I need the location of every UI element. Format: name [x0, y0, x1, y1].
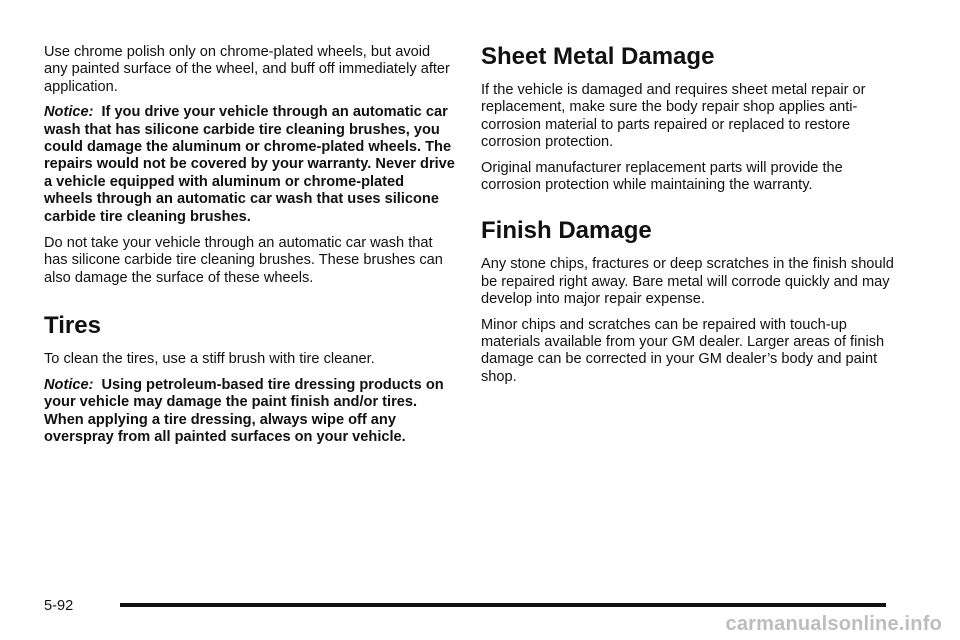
left-column [44, 44, 456, 455]
notice-car-wash [44, 104, 456, 226]
tires-heading: Tires [44, 312, 101, 340]
notice-label: Notice: [44, 376, 94, 393]
intro-paragraph: Use chrome polish only on chrome-plated wheels, but avoid any painted surface of the wheel, and buff off immediately after application. [44, 44, 450, 95]
notice-label: Notice: [44, 104, 94, 121]
sheet-metal-heading: Sheet Metal Damage [481, 43, 715, 70]
finish-paragraph: Any stone chips, fractures or deep scratches in the finish should be repaired right away. Bare metal will corrode quickly and may develop into major repair expense. [481, 256, 894, 308]
watermark: carmanualsonline.info [725, 613, 942, 635]
car-wash-paragraph: Do not take your vehicle through an automatic car wash that has silicone carbide tire cleaning brushes. These brushes can also damage the surface of these wheels. [44, 235, 443, 286]
finish-heading: Finish Damage [481, 217, 652, 245]
page-number: 5-92 [44, 598, 74, 614]
footer-rule [120, 603, 886, 607]
sheet-metal-paragraph: Original manufacturer replacement parts will provide the corrosion protection while maintaining the warranty. [481, 159, 843, 194]
notice-text: Using petroleum-based tire dressing products on your vehicle may damage the paint finish and/or tires. When applying a tire dressing, always wipe off any overspray from all painted surfaces on your vehicle. [44, 376, 444, 445]
finish-paragraph: Minor chips and scratches can be repaired with touch-up materials available from your GM dealer. Larger areas of finish damage can be corrected in your GM dealer’s body and paint shop. [481, 316, 885, 385]
right-column [481, 42, 901, 394]
tires-paragraph: To clean the tires, use a stiff brush with tire cleaner. [44, 351, 375, 368]
sheet-metal-paragraph: If the vehicle is damaged and requires sheet metal repair or replacement, make sure the body repair shop applies anti-corrosion material to parts repaired or replaced to restore corrosion protection. [481, 82, 866, 151]
notice-text: If you drive your vehicle through an automatic car wash that has silicone carbide tire cleaning brushes, you could damage the aluminum or chrome-plated wheels. The repairs would not be covered by your warranty. Never drive a vehicle equipped with aluminum or chrome-plated wheels through an automatic car wash that uses silicone carbide tire cleaning brushes. [44, 104, 455, 225]
notice-tire-dressing [44, 377, 456, 447]
